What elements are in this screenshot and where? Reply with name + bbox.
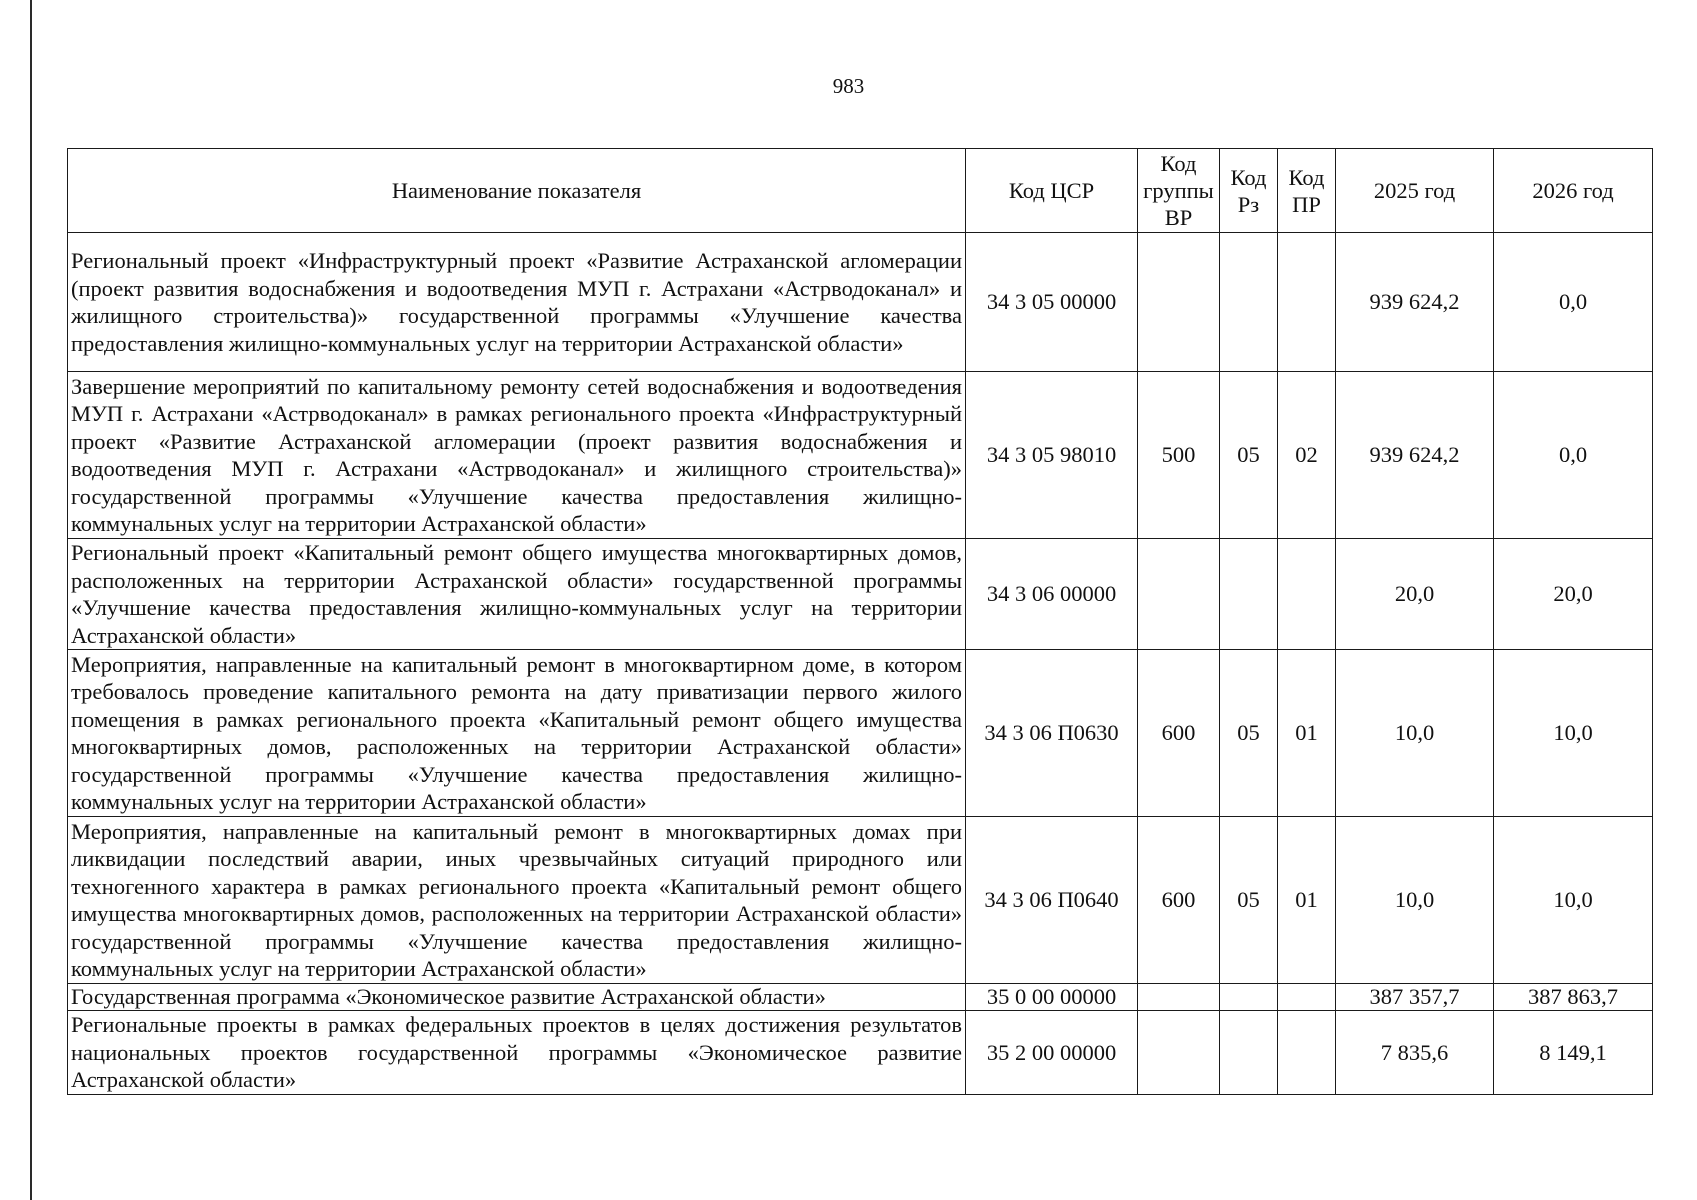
row-amount-2026: 20,0 [1494,539,1653,650]
row-csr: 35 0 00 00000 [966,984,1138,1011]
row-csr: 34 3 05 98010 [966,372,1138,539]
row-amount-2025: 7 835,6 [1336,1011,1494,1095]
row-pr: 01 [1278,817,1336,984]
row-name: Мероприятия, направленные на капитальный ремонт в многоквартирном доме, в котором требовалось проведение капитального ремонта на дату приватизации первого жилого помещения в рамках регионального проекта «Капитальный ремонт общего имущества многоквартирных домов, расположенных на территории Астраханской области» государственной программы «Улучшение качества предоставления жилищно-коммунальных услуг на территории Астраханской области» [68,650,966,817]
row-pr [1278,233,1336,372]
row-amount-2025: 10,0 [1336,817,1494,984]
row-rz [1220,1011,1278,1095]
row-rz [1220,539,1278,650]
row-vr [1138,1011,1220,1095]
row-rz [1220,984,1278,1011]
header-csr-code: Код ЦСР [966,149,1138,233]
row-amount-2025: 10,0 [1336,650,1494,817]
row-amount-2026: 0,0 [1494,233,1653,372]
table-row [68,650,1653,817]
row-pr [1278,984,1336,1011]
row-rz: 05 [1220,372,1278,539]
header-year-2026: 2026 год [1494,149,1653,233]
header-rz-code: Код Рз [1220,149,1278,233]
row-csr: 34 3 05 00000 [966,233,1138,372]
row-amount-2025: 939 624,2 [1336,372,1494,539]
header-vr-group-code: Код группы ВР [1138,149,1220,233]
row-vr: 500 [1138,372,1220,539]
row-rz: 05 [1220,650,1278,817]
row-vr [1138,233,1220,372]
row-amount-2026: 387 863,7 [1494,984,1653,1011]
row-vr: 600 [1138,650,1220,817]
row-amount-2025: 387 357,7 [1336,984,1494,1011]
row-amount-2026: 10,0 [1494,650,1653,817]
row-pr [1278,539,1336,650]
budget-table [67,148,1653,1095]
row-vr [1138,984,1220,1011]
table-row [68,233,1653,372]
binding-edge-line [30,0,32,1200]
table-row [68,1011,1653,1095]
row-csr: 34 3 06 П0630 [966,650,1138,817]
row-csr: 35 2 00 00000 [966,1011,1138,1095]
row-rz [1220,233,1278,372]
header-year-2025: 2025 год [1336,149,1494,233]
row-pr: 02 [1278,372,1336,539]
row-pr [1278,1011,1336,1095]
row-name: Мероприятия, направленные на капитальный ремонт в многоквартирных домах при ликвидации последствий аварии, иных чрезвычайных ситуаций природного или техногенного характера в рамках регионального проекта «Капитальный ремонт общего имущества многоквартирных домов, расположенных на территории Астраханской области» государственной программы «Улучшение качества предоставления жилищно-коммунальных услуг на территории Астраханской области» [68,817,966,984]
header-pr-code: Код ПР [1278,149,1336,233]
row-name: Региональный проект «Инфраструктурный проект «Развитие Астраханской агломерации (проект развития водоснабжения и водоотведения МУП г. Астрахани «Астрводоканал» и жилищного строительства)» государственной программы «Улучшение качества предоставления жилищно-коммунальных услуг на территории Астраханской области» [68,233,966,372]
row-amount-2026: 0,0 [1494,372,1653,539]
row-amount-2026: 10,0 [1494,817,1653,984]
row-name: Завершение мероприятий по капитальному ремонту сетей водоснабжения и водоотведения МУП г. Астрахани «Астрводоканал» в рамках регионального проекта «Инфраструктурный проект «Развитие Астраханской агломерации (проект развития водоснабжения и водоотведения МУП г. Астрахани «Астрводоканал» и жилищного строительства)» государственной программы «Улучшение качества предоставления жилищно-коммунальных услуг на территории Астраханской области» [68,372,966,539]
row-csr: 34 3 06 П0640 [966,817,1138,984]
row-vr: 600 [1138,817,1220,984]
row-pr: 01 [1278,650,1336,817]
row-amount-2025: 20,0 [1336,539,1494,650]
table-header-row [68,149,1653,233]
row-csr: 34 3 06 00000 [966,539,1138,650]
table-row [68,817,1653,984]
table-row [68,984,1653,1011]
row-name: Государственная программа «Экономическое развитие Астраханской области» [68,984,966,1011]
row-amount-2025: 939 624,2 [1336,233,1494,372]
row-name: Региональный проект «Капитальный ремонт общего имущества многоквартирных домов, расположенных на территории Астраханской области» государственной программы «Улучшение качества предоставления жилищно-коммунальных услуг на территории Астраханской области» [68,539,966,650]
page-number: 983 [832,74,865,98]
row-amount-2026: 8 149,1 [1494,1011,1653,1095]
table-row [68,372,1653,539]
header-indicator-name: Наименование показателя [68,149,966,233]
row-name: Региональные проекты в рамках федеральных проектов в целях достижения результатов национальных проектов государственной программы «Экономическое развитие Астраханской области» [68,1011,966,1095]
table-row [68,539,1653,650]
row-vr [1138,539,1220,650]
row-rz: 05 [1220,817,1278,984]
